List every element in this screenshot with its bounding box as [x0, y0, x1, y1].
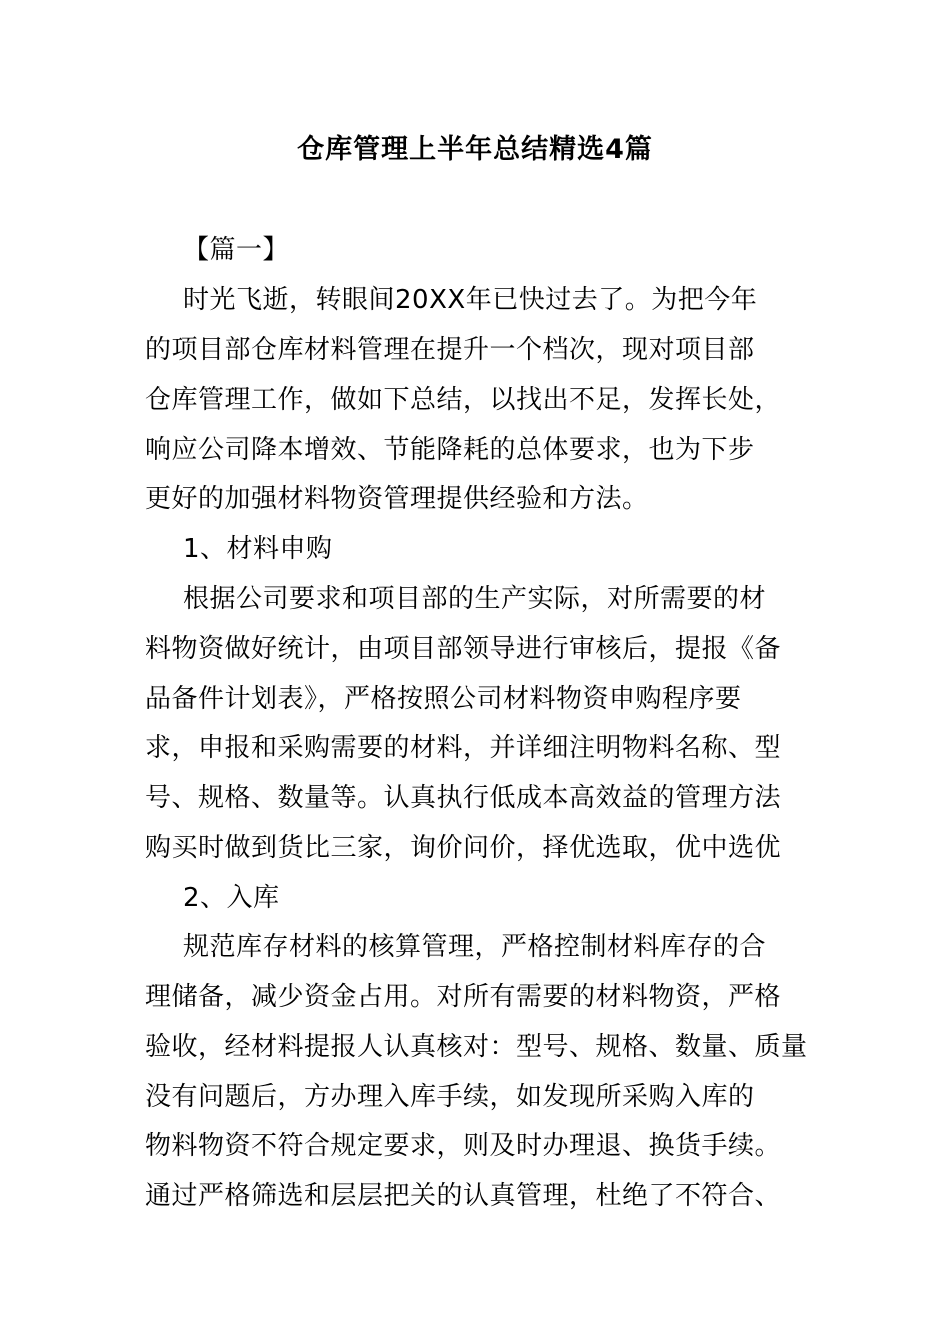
paragraph-line: 料物资做好统计，由项目部领导进行审核后，提报《备: [145, 634, 782, 664]
paragraph-line: 号、规格、数量等。认真执行低成本高效益的管理方法: [145, 783, 782, 813]
paragraph-line: 更好的加强材料物资管理提供经验和方法。: [145, 484, 649, 514]
paragraph-line: 求，申报和采购需要的材料，并详细注明物料名称、型: [145, 733, 782, 763]
document-title: 仓库管理上半年总结精选4篇: [297, 134, 653, 165]
paragraph-line: 品备件计划表》，严格按照公司材料物资申购程序要: [145, 684, 742, 714]
paragraph-line: 仓库管理工作，做如下总结，以找出不足，发挥长处，: [145, 385, 782, 415]
paragraph-line: 响应公司降本增效、节能降耗的总体要求，也为下步: [145, 435, 755, 465]
paragraph-line: 物料物资不符合规定要求，则及时办理退、换货手续。: [145, 1131, 782, 1161]
section-heading-material-purchase: 1、材料申购: [183, 534, 333, 564]
paragraph-line: 没有问题后，方办理入库手续，如发现所采购入库的: [145, 1082, 755, 1112]
section-label: 【篇一】: [183, 235, 290, 265]
paragraph-line: 验收，经材料提报人认真核对：型号、规格、数量、质量: [145, 1032, 808, 1062]
paragraph-line: 通过严格筛选和层层把关的认真管理，杜绝了不符合、: [145, 1181, 782, 1211]
paragraph-line: 规范库存材料的核算管理，严格控制材料库存的合: [183, 932, 767, 962]
paragraph-line: 的项目部仓库材料管理在提升一个档次，现对项目部: [145, 335, 755, 365]
paragraph-line: 理储备，减少资金占用。对所有需要的材料物资，严格: [145, 982, 782, 1012]
paragraph-line: 时光飞逝，转眼间20XX年已快过去了。为把今年: [183, 285, 758, 315]
section-heading-warehousing: 2、入库: [183, 883, 280, 913]
paragraph-line: 购买时做到货比三家，询价问价，择优选取，优中选优: [145, 833, 782, 863]
paragraph-line: 根据公司要求和项目部的生产实际，对所需要的材: [183, 584, 767, 614]
